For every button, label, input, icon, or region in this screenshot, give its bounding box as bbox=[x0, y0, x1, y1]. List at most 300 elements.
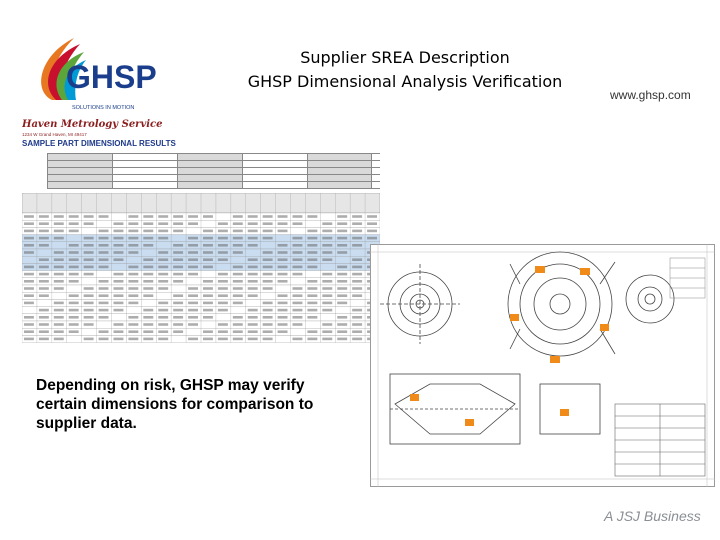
grid-cell-mark bbox=[203, 330, 213, 333]
grid-cell-mark bbox=[233, 222, 243, 225]
grid-cell-mark bbox=[54, 266, 64, 269]
grid-cell-mark bbox=[99, 237, 109, 240]
grid-cell-mark bbox=[173, 309, 183, 312]
grid-cell-mark bbox=[173, 244, 183, 247]
report-address: 1234 W Grand Haven, MI 49417 bbox=[22, 132, 87, 137]
grid-cell-mark bbox=[39, 316, 49, 319]
grid-cell-mark bbox=[69, 266, 79, 269]
grid-cell-mark bbox=[352, 338, 362, 341]
grid-cell-mark bbox=[158, 251, 168, 254]
grid-cell-mark bbox=[322, 237, 332, 240]
grid-cell-mark bbox=[307, 258, 317, 261]
grid-cell-mark bbox=[248, 316, 258, 319]
grid-cell-mark bbox=[307, 302, 317, 305]
grid-cell-mark bbox=[307, 330, 317, 333]
grid-cell-mark bbox=[263, 237, 273, 240]
grid-cell-mark bbox=[143, 330, 153, 333]
grid-cell-mark bbox=[158, 287, 168, 290]
grid-cell-mark bbox=[99, 294, 109, 297]
grid-cell-mark bbox=[69, 302, 79, 305]
grid-cell-mark bbox=[114, 330, 124, 333]
grid-cell-mark bbox=[128, 302, 138, 305]
grid-cell-mark bbox=[114, 230, 124, 233]
grid-cell-mark bbox=[322, 294, 332, 297]
grid-cell-mark bbox=[173, 330, 183, 333]
grid-cell-mark bbox=[173, 316, 183, 319]
grid-cell-mark bbox=[233, 273, 243, 276]
grid-cell-mark bbox=[337, 280, 347, 283]
grid-cell-mark bbox=[233, 323, 243, 326]
grid-cell-mark bbox=[69, 222, 79, 225]
grid-cell-mark bbox=[158, 280, 168, 283]
grid-cell-mark bbox=[54, 302, 64, 305]
grid-cell-mark bbox=[84, 302, 94, 305]
grid-cell-mark bbox=[367, 222, 377, 225]
grid-cell-mark bbox=[307, 251, 317, 254]
grid-cell-mark bbox=[39, 244, 49, 247]
grid-cell-mark bbox=[128, 294, 138, 297]
grid-cell-mark bbox=[24, 330, 34, 333]
grid-cell-mark bbox=[203, 251, 213, 254]
grid-cell-mark bbox=[114, 237, 124, 240]
grid-cell-mark bbox=[233, 294, 243, 297]
grid-cell-mark bbox=[352, 330, 362, 333]
grid-cell-mark bbox=[54, 215, 64, 218]
grid-cell-mark bbox=[263, 316, 273, 319]
grid-cell-mark bbox=[278, 244, 288, 247]
grid-cell-mark bbox=[322, 287, 332, 290]
grid-cell-mark bbox=[24, 266, 34, 269]
grid-cell-mark bbox=[128, 266, 138, 269]
grid-cell-mark bbox=[278, 215, 288, 218]
grid-cell-mark bbox=[307, 237, 317, 240]
grid-cell-mark bbox=[248, 266, 258, 269]
grid-cell-mark bbox=[337, 222, 347, 225]
grid-cell-mark bbox=[114, 323, 124, 326]
grid-cell-mark bbox=[203, 230, 213, 233]
grid-cell-mark bbox=[307, 309, 317, 312]
slide-title: GHSP Dimensional Analysis Verification bbox=[247, 72, 563, 91]
grid-cell-mark bbox=[322, 230, 332, 233]
grid-cell-mark bbox=[69, 258, 79, 261]
grid-cell-mark bbox=[293, 294, 303, 297]
grid-cell-mark bbox=[84, 338, 94, 341]
grid-cell-mark bbox=[69, 330, 79, 333]
grid-cell-mark bbox=[352, 294, 362, 297]
grid-cell-mark bbox=[54, 330, 64, 333]
grid-cell-mark bbox=[39, 230, 49, 233]
report-header-table bbox=[47, 153, 380, 189]
grid-cell-mark bbox=[322, 280, 332, 283]
grid-cell-mark bbox=[352, 323, 362, 326]
grid-cell-mark bbox=[128, 280, 138, 283]
grid-cell-mark bbox=[293, 251, 303, 254]
grid-cell-mark bbox=[337, 237, 347, 240]
grid-cell-mark bbox=[367, 230, 377, 233]
grid-cell-mark bbox=[114, 294, 124, 297]
grid-cell-mark bbox=[248, 244, 258, 247]
grid-cell-mark bbox=[24, 338, 34, 341]
grid-cell-mark bbox=[293, 237, 303, 240]
grid-cell-mark bbox=[69, 251, 79, 254]
grid-cell-mark bbox=[188, 266, 198, 269]
grid-cell-mark bbox=[39, 266, 49, 269]
grid-cell-mark bbox=[158, 302, 168, 305]
grid-cell-mark bbox=[84, 266, 94, 269]
grid-cell-mark bbox=[307, 294, 317, 297]
grid-cell-mark bbox=[233, 330, 243, 333]
grid-cell-mark bbox=[307, 287, 317, 290]
grid-cell-mark bbox=[158, 266, 168, 269]
grid-cell-mark bbox=[84, 316, 94, 319]
grid-cell-mark bbox=[352, 237, 362, 240]
grid-cell-mark bbox=[218, 330, 228, 333]
grid-cell-mark bbox=[218, 338, 228, 341]
grid-cell-mark bbox=[173, 280, 183, 283]
grid-cell-mark bbox=[158, 316, 168, 319]
grid-cell-mark bbox=[128, 215, 138, 218]
grid-cell-mark bbox=[188, 273, 198, 276]
slide-caption: Depending on risk, GHSP may verify certain dimensions for comparison to supplier data. bbox=[36, 377, 314, 432]
grid-cell-mark bbox=[218, 222, 228, 225]
ghsp-logo bbox=[22, 30, 182, 120]
grid-cell-mark bbox=[158, 273, 168, 276]
grid-cell-mark bbox=[218, 251, 228, 254]
grid-cell-mark bbox=[128, 338, 138, 341]
grid-cell-mark bbox=[322, 323, 332, 326]
grid-cell-mark bbox=[54, 222, 64, 225]
grid-cell-mark bbox=[233, 244, 243, 247]
grid-cell-mark bbox=[143, 230, 153, 233]
grid-cell-mark bbox=[278, 316, 288, 319]
grid-cell-mark bbox=[114, 338, 124, 341]
grid-cell-mark bbox=[24, 230, 34, 233]
grid-cell-mark bbox=[248, 280, 258, 283]
grid-cell-mark bbox=[69, 294, 79, 297]
grid-cell-mark bbox=[84, 251, 94, 254]
grid-cell-mark bbox=[173, 273, 183, 276]
grid-cell-mark bbox=[143, 323, 153, 326]
grid-cell-mark bbox=[114, 222, 124, 225]
grid-cell-mark bbox=[188, 338, 198, 341]
grid-cell-mark bbox=[248, 215, 258, 218]
grid-cell-mark bbox=[352, 258, 362, 261]
grid-cell-mark bbox=[307, 215, 317, 218]
grid-cell-mark bbox=[352, 215, 362, 218]
grid-cell-mark bbox=[278, 230, 288, 233]
grid-cell-mark bbox=[99, 266, 109, 269]
grid-cell-mark bbox=[69, 309, 79, 312]
grid-cell-mark bbox=[24, 273, 34, 276]
title-block bbox=[205, 46, 605, 94]
grid-cell-mark bbox=[233, 302, 243, 305]
logo-wordmark: GHSP bbox=[66, 59, 157, 95]
grid-cell-mark bbox=[69, 273, 79, 276]
grid-cell-mark bbox=[54, 338, 64, 341]
grid-cell-mark bbox=[114, 287, 124, 290]
grid-cell-mark bbox=[278, 251, 288, 254]
grid-cell-mark bbox=[54, 273, 64, 276]
grid-cell-mark bbox=[248, 330, 258, 333]
grid-cell-mark bbox=[248, 230, 258, 233]
grid-cell-mark bbox=[54, 258, 64, 261]
grid-cell-mark bbox=[128, 222, 138, 225]
grid-cell-mark bbox=[233, 237, 243, 240]
grid-cell-mark bbox=[54, 287, 64, 290]
grid-cell-mark bbox=[143, 266, 153, 269]
grid-cell-mark bbox=[218, 309, 228, 312]
grid-cell-mark bbox=[173, 258, 183, 261]
grid-cell-mark bbox=[263, 273, 273, 276]
grid-cell-mark bbox=[99, 258, 109, 261]
grid-cell-mark bbox=[233, 316, 243, 319]
grid-cell-mark bbox=[293, 258, 303, 261]
grid-cell-mark bbox=[263, 266, 273, 269]
grid-cell-mark bbox=[128, 244, 138, 247]
grid-cell-mark bbox=[307, 280, 317, 283]
grid-cell-mark bbox=[188, 302, 198, 305]
grid-cell-mark bbox=[263, 323, 273, 326]
grid-cell-mark bbox=[143, 280, 153, 283]
grid-cell-mark bbox=[99, 215, 109, 218]
grid-cell-mark bbox=[39, 280, 49, 283]
grid-cell-mark bbox=[218, 294, 228, 297]
grid-cell-mark bbox=[128, 316, 138, 319]
grid-cell-mark bbox=[114, 273, 124, 276]
grid-cell-mark bbox=[54, 316, 64, 319]
grid-cell-mark bbox=[39, 309, 49, 312]
grid-cell-mark bbox=[84, 323, 94, 326]
grid-cell-mark bbox=[24, 222, 34, 225]
engineering-drawing bbox=[370, 244, 715, 487]
grid-cell-mark bbox=[278, 330, 288, 333]
grid-cell-mark bbox=[173, 302, 183, 305]
grid-cell-mark bbox=[233, 230, 243, 233]
grid-cell-mark bbox=[248, 338, 258, 341]
grid-cell-mark bbox=[173, 230, 183, 233]
grid-cell-mark bbox=[263, 330, 273, 333]
grid-cell-mark bbox=[337, 287, 347, 290]
grid-cell-mark bbox=[69, 323, 79, 326]
grid-cell-mark bbox=[203, 258, 213, 261]
grid-cell-mark bbox=[114, 309, 124, 312]
report-section-title: SAMPLE PART DIMENSIONAL RESULTS bbox=[22, 139, 176, 148]
grid-cell-mark bbox=[203, 316, 213, 319]
grid-cell-mark bbox=[352, 287, 362, 290]
grid-cell-mark bbox=[218, 237, 228, 240]
grid-cell-mark bbox=[39, 294, 49, 297]
grid-cell-mark bbox=[24, 323, 34, 326]
grid-cell-mark bbox=[293, 266, 303, 269]
grid-cell-mark bbox=[143, 222, 153, 225]
grid-cell-mark bbox=[322, 273, 332, 276]
grid-cell-mark bbox=[233, 280, 243, 283]
website-link[interactable]: www.ghsp.com bbox=[610, 88, 691, 102]
grid-cell-mark bbox=[248, 237, 258, 240]
grid-cell-mark bbox=[128, 330, 138, 333]
grid-cell-mark bbox=[293, 323, 303, 326]
grid-cell-mark bbox=[218, 287, 228, 290]
grid-cell-mark bbox=[69, 215, 79, 218]
grid-cell-mark bbox=[263, 287, 273, 290]
grid-cell-mark bbox=[143, 338, 153, 341]
grid-cell-mark bbox=[143, 294, 153, 297]
grid-cell-mark bbox=[263, 309, 273, 312]
grid-cell-mark bbox=[218, 280, 228, 283]
grid-cell-mark bbox=[84, 294, 94, 297]
grid-cell-mark bbox=[99, 230, 109, 233]
grid-cell-mark bbox=[188, 215, 198, 218]
grid-cell-mark bbox=[248, 287, 258, 290]
grid-cell-mark bbox=[99, 280, 109, 283]
grid-cell-mark bbox=[218, 244, 228, 247]
grid-cell-mark bbox=[99, 309, 109, 312]
grid-cell-mark bbox=[337, 273, 347, 276]
grid-cell-mark bbox=[84, 309, 94, 312]
report-company: Haven Metrology Service bbox=[22, 119, 163, 130]
grid-cell-mark bbox=[99, 244, 109, 247]
grid-cell-mark bbox=[24, 215, 34, 218]
grid-cell-mark bbox=[158, 330, 168, 333]
grid-cell-mark bbox=[293, 309, 303, 312]
grid-cell-mark bbox=[322, 338, 332, 341]
grid-cell-mark bbox=[188, 222, 198, 225]
grid-cell-mark bbox=[173, 251, 183, 254]
grid-cell-mark bbox=[143, 258, 153, 261]
grid-cell-mark bbox=[69, 316, 79, 319]
grid-cell-mark bbox=[322, 244, 332, 247]
grid-cell-mark bbox=[24, 294, 34, 297]
grid-cell-mark bbox=[263, 258, 273, 261]
grid-cell-mark bbox=[99, 316, 109, 319]
grid-cell-mark bbox=[337, 244, 347, 247]
grid-cell-mark bbox=[84, 287, 94, 290]
grid-cell-mark bbox=[337, 266, 347, 269]
grid-cell-mark bbox=[128, 251, 138, 254]
grid-cell-mark bbox=[39, 330, 49, 333]
grid-cell-mark bbox=[203, 287, 213, 290]
grid-cell-mark bbox=[84, 258, 94, 261]
logo-tagline: SOLUTIONS IN MOTION bbox=[72, 105, 135, 111]
grid-cell-mark bbox=[218, 230, 228, 233]
grid-cell-mark bbox=[158, 222, 168, 225]
grid-cell-mark bbox=[248, 323, 258, 326]
grid-cell-mark bbox=[188, 294, 198, 297]
grid-cell-mark bbox=[128, 287, 138, 290]
grid-cell-mark bbox=[84, 237, 94, 240]
grid-cell-mark bbox=[263, 222, 273, 225]
grid-cell-mark bbox=[173, 294, 183, 297]
grid-cell-mark bbox=[352, 273, 362, 276]
grid-cell-mark bbox=[293, 244, 303, 247]
grid-cell-mark bbox=[54, 280, 64, 283]
grid-cell-mark bbox=[24, 237, 34, 240]
grid-cell-mark bbox=[337, 230, 347, 233]
grid-cell-mark bbox=[24, 280, 34, 283]
grid-cell-mark bbox=[84, 215, 94, 218]
grid-cell-mark bbox=[143, 237, 153, 240]
grid-cell-mark bbox=[248, 309, 258, 312]
grid-cell-mark bbox=[248, 222, 258, 225]
grid-cell-mark bbox=[322, 222, 332, 225]
grid-cell-mark bbox=[218, 258, 228, 261]
grid-cell-mark bbox=[352, 316, 362, 319]
grid-cell-mark bbox=[84, 273, 94, 276]
grid-cell-mark bbox=[337, 215, 347, 218]
grid-cell-mark bbox=[39, 258, 49, 261]
grid-cell-mark bbox=[248, 258, 258, 261]
grid-cell-mark bbox=[367, 215, 377, 218]
grid-cell-mark bbox=[158, 237, 168, 240]
grid-cell-mark bbox=[158, 323, 168, 326]
grid-cell-mark bbox=[278, 280, 288, 283]
grid-cell-mark bbox=[39, 273, 49, 276]
grid-cell-mark bbox=[203, 309, 213, 312]
grid-cell-mark bbox=[173, 323, 183, 326]
grid-cell-mark bbox=[263, 230, 273, 233]
grid-cell-mark bbox=[143, 316, 153, 319]
grid-cell-mark bbox=[128, 237, 138, 240]
grid-cell-mark bbox=[218, 273, 228, 276]
grid-cell-mark bbox=[39, 237, 49, 240]
grid-cell-mark bbox=[278, 323, 288, 326]
grid-cell-mark bbox=[352, 222, 362, 225]
grid-cell-mark bbox=[293, 222, 303, 225]
grid-cell-mark bbox=[263, 338, 273, 341]
grid-cell-mark bbox=[203, 338, 213, 341]
report-data-grid bbox=[22, 193, 380, 343]
grid-cell-mark bbox=[54, 323, 64, 326]
grid-cell-mark bbox=[24, 244, 34, 247]
grid-cell-mark bbox=[39, 323, 49, 326]
grid-cell-mark bbox=[278, 309, 288, 312]
grid-cell-mark bbox=[278, 258, 288, 261]
grid-cell-mark bbox=[114, 280, 124, 283]
grid-cell-mark bbox=[278, 294, 288, 297]
grid-cell-mark bbox=[367, 237, 377, 240]
grid-cell-mark bbox=[203, 237, 213, 240]
grid-cell-mark bbox=[143, 244, 153, 247]
grid-cell-mark bbox=[293, 287, 303, 290]
grid-cell-mark bbox=[337, 302, 347, 305]
grid-cell-mark bbox=[263, 215, 273, 218]
grid-cell-mark bbox=[114, 258, 124, 261]
grid-cell-mark bbox=[322, 302, 332, 305]
grid-cell-mark bbox=[263, 280, 273, 283]
grid-cell-mark bbox=[158, 338, 168, 341]
footer-tagline: A JSJ Business bbox=[604, 508, 701, 524]
grid-cell-mark bbox=[143, 215, 153, 218]
grid-cell-mark bbox=[128, 323, 138, 326]
grid-cell-mark bbox=[54, 230, 64, 233]
grid-cell-mark bbox=[352, 280, 362, 283]
grid-cell-mark bbox=[352, 230, 362, 233]
grid-cell-mark bbox=[188, 237, 198, 240]
grid-cell-mark bbox=[352, 244, 362, 247]
dimensional-report bbox=[22, 115, 380, 343]
grid-cell-mark bbox=[114, 244, 124, 247]
grid-cell-mark bbox=[39, 215, 49, 218]
grid-cell-mark bbox=[69, 244, 79, 247]
grid-cell-mark bbox=[233, 287, 243, 290]
grid-cell-mark bbox=[248, 273, 258, 276]
slide-subtitle: Supplier SREA Description bbox=[300, 48, 510, 67]
grid-cell-mark bbox=[322, 309, 332, 312]
grid-cell-mark bbox=[322, 251, 332, 254]
grid-cell-mark bbox=[278, 266, 288, 269]
grid-cell-mark bbox=[248, 294, 258, 297]
grid-cell-mark bbox=[99, 338, 109, 341]
